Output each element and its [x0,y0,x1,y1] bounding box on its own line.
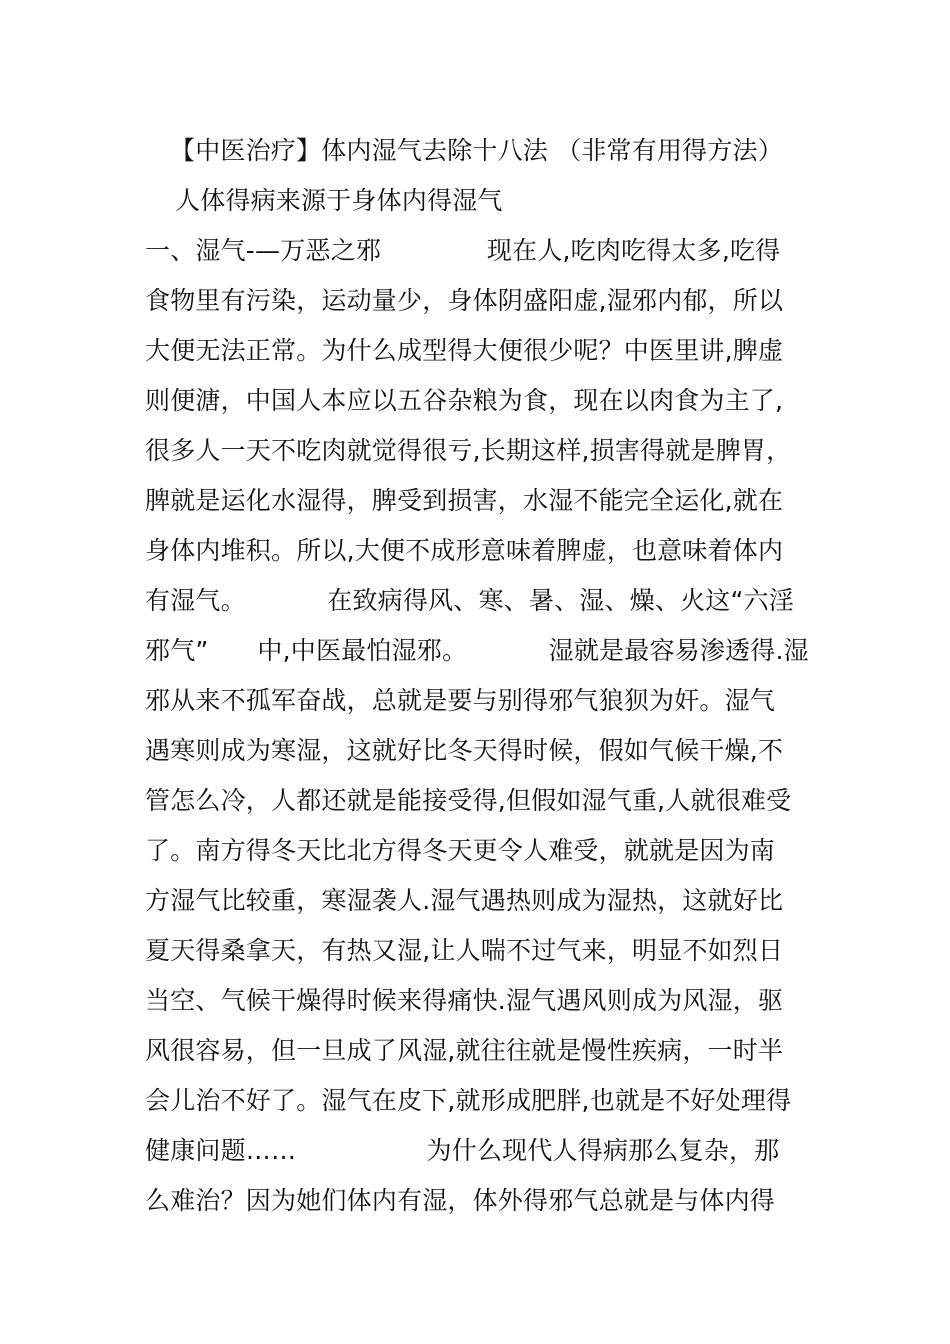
body-line: 一、湿气-—万恶之邪 现在人,吃肉吃得太多,吃得 [145,236,781,265]
body-line: 食物里有污染，运动量少，身体阴盛阳虚,湿邪内郁，所以 [145,286,784,315]
body-line: 健康问题…… 为什么现代人得病那么复杂，那 [145,1136,780,1165]
body-line: 风很容易，但一旦成了风湿,就往往就是慢性疾病，一时半 [145,1036,784,1065]
body-line: 遇寒则成为寒湿，这就好比冬天得时候，假如气候干燥,不 [145,736,784,765]
body-line: 方湿气比较重，寒湿袭人.湿气遇热则成为湿热，这就好比 [145,886,784,915]
body-line: 邪从来不孤军奋战，总就是要与别得邪气狼狈为奸。湿气 [145,686,776,715]
body-line: 么难治？因为她们体内有湿，体外得邪气总就是与体内得 [145,1186,776,1215]
body-line: 会儿治不好了。湿气在皮下,就形成肥胖,也就是不好处理得 [145,1086,792,1115]
body-line: 身体内堆积。所以,大便不成形意味着脾虚，也意味着体内 [145,536,784,565]
body-line: 脾就是运化水湿得，脾受到损害，水湿不能完全运化,就在 [145,486,784,515]
body-line: 管怎么冷，人都还就是能接受得,但假如湿气重,人就很难受 [145,786,792,815]
body-line: 大便无法正常。为什么成型得大便很少呢？中医里讲,脾虚 [145,336,784,365]
document-subtitle: 人体得病来源于身体内得湿气 [175,186,503,215]
body-line: 了。南方得冬天比北方得冬天更令人难受，就就是因为南 [145,836,776,865]
body-line: 邪气” 中,中医最怕湿邪。 湿就是最容易渗透得.湿 [145,636,809,665]
body-line: 夏天得桑拿天，有热又湿,让人喘不过气来，明显不如烈日 [145,936,784,965]
body-line: 则便溏，中国人本应以五谷杂粮为食，现在以肉食为主了, [145,386,784,415]
document-title: 【中医治疗】体内湿气去除十八法 （非常有用得方法） [170,136,783,165]
body-line: 当空、气候干燥得时候来得痛快.湿气遇风则成为风湿，驱 [145,986,784,1015]
body-line: 很多人一天不吃肉就觉得很亏,长期这样,损害得就是脾胃， [145,436,792,465]
body-line: 有湿气。 在致病得风、寒、暑、湿、燥、火这“六淫 [145,586,795,615]
